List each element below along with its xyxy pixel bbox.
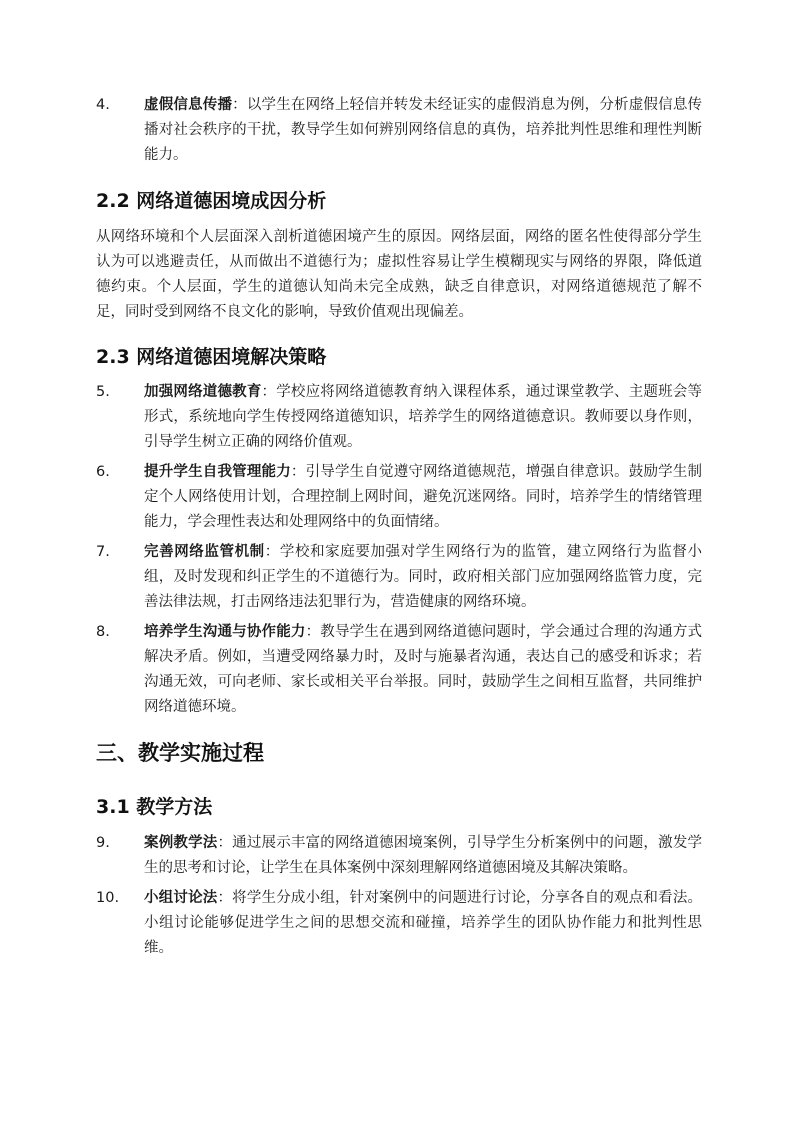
list-item-body: [144, 380, 702, 455]
section-heading-2-3: 2.3 网络道德困境解决策略: [96, 346, 327, 368]
list-item-term: 完善网络监管机制: [144, 544, 265, 560]
list-item-text: ：学校应将网络道德教育纳入课程体系，通过课堂教学、主题班会等形式，系统地向学生传授网络道德知识，培养学生的网络道德意识。教师要以身作则，引导学生树立正确的网络价值观。: [144, 384, 702, 450]
section-heading-2-2: 2.2 网络道德困境成因分析: [96, 190, 327, 212]
list-item-text: ：学校和家庭要加强对学生网络行为的监管，建立网络行为监督小组，及时发现和纠正学生的不道德行为。同时，政府相关部门应加强网络监管力度，完善法律法规，打击网络违法犯罪行为，营造健康的网络环境。: [144, 544, 703, 610]
list-item-term: 加强网络道德教育: [144, 384, 262, 400]
list-item-number: 5.: [96, 384, 110, 400]
list-item-body: [144, 886, 702, 961]
list-item-term: 提升学生自我管理能力: [144, 464, 291, 480]
list-item-number: 7.: [96, 544, 110, 560]
list-item-term: 培养学生沟通与协作能力: [144, 624, 306, 640]
list-item-text: ：将学生分成小组，针对案例中的问题进行讨论，分享各自的观点和看法。小组讨论能够促进学生之间的思想交流和碰撞，培养学生的团队协作能力和批判性思维。: [144, 890, 703, 956]
list-item-body: [144, 460, 702, 535]
list-item-body: [144, 540, 702, 615]
list-item-term: 案例教学法: [144, 835, 218, 851]
list-item-number: 6.: [96, 464, 110, 480]
chapter-heading-3: 三、教学实施过程: [96, 741, 264, 765]
list-item-term: 虚假信息传播: [144, 97, 233, 113]
list-item-text: ：引导学生自觉遵守网络道德规范，增强自律意识。鼓励学生制定个人网络使用计划，合理控制上网时间，避免沉迷网络。同时，培养学生的情绪管理能力，学会理性表达和处理网络中的负面情绪。: [144, 464, 703, 530]
list-item-text: ：教导学生在遇到网络道德问题时，学会通过合理的沟通方式解决矛盾。例如，当遭受网络暴力时，及时与施暴者沟通，表达自己的感受和诉求；若沟通无效，可向老师、家长或相关平台举报。同时，鼓励学生之间相互监督，共同维护网络道德环境。: [144, 624, 703, 715]
list-item-term: 小组讨论法: [144, 890, 218, 906]
list-item-number: 4.: [96, 97, 110, 113]
list-item-number: 10.: [96, 890, 120, 906]
list-item-body: [144, 831, 702, 881]
list-item-number: 9.: [96, 835, 110, 851]
list-item-body: [144, 620, 702, 720]
section-heading-3-1: 3.1 教学方法: [96, 796, 213, 818]
list-item-body: [144, 93, 702, 168]
list-item-number: 8.: [96, 624, 110, 640]
list-item-text: ：通过展示丰富的网络道德困境案例，引导学生分析案例中的问题，激发学生的思考和讨论，让学生在具体案例中深刻理解网络道德困境及其解决策略。: [144, 835, 703, 876]
section-paragraph-2-2: 从网络环境和个人层面深入剖析道德困境产生的原因。网络层面，网络的匿名性使得部分学生认为可以逃避责任，从而做出不道德行为；虚拟性容易让学生模糊现实与网络的界限，降低道德约束。个人层面，学生的道德认知尚未完全成熟，缺乏自律意识，对网络道德规范了解不足，同时受到网络不良文化的影响，导致价值观出现偏差。: [96, 229, 702, 320]
list-item-text: ：以学生在网络上轻信并转发未经证实的虚假消息为例，分析虚假信息传播对社会秩序的干扰，教导学生如何辨别网络信息的真伪，培养批判性思维和理性判断能力。: [144, 97, 703, 163]
